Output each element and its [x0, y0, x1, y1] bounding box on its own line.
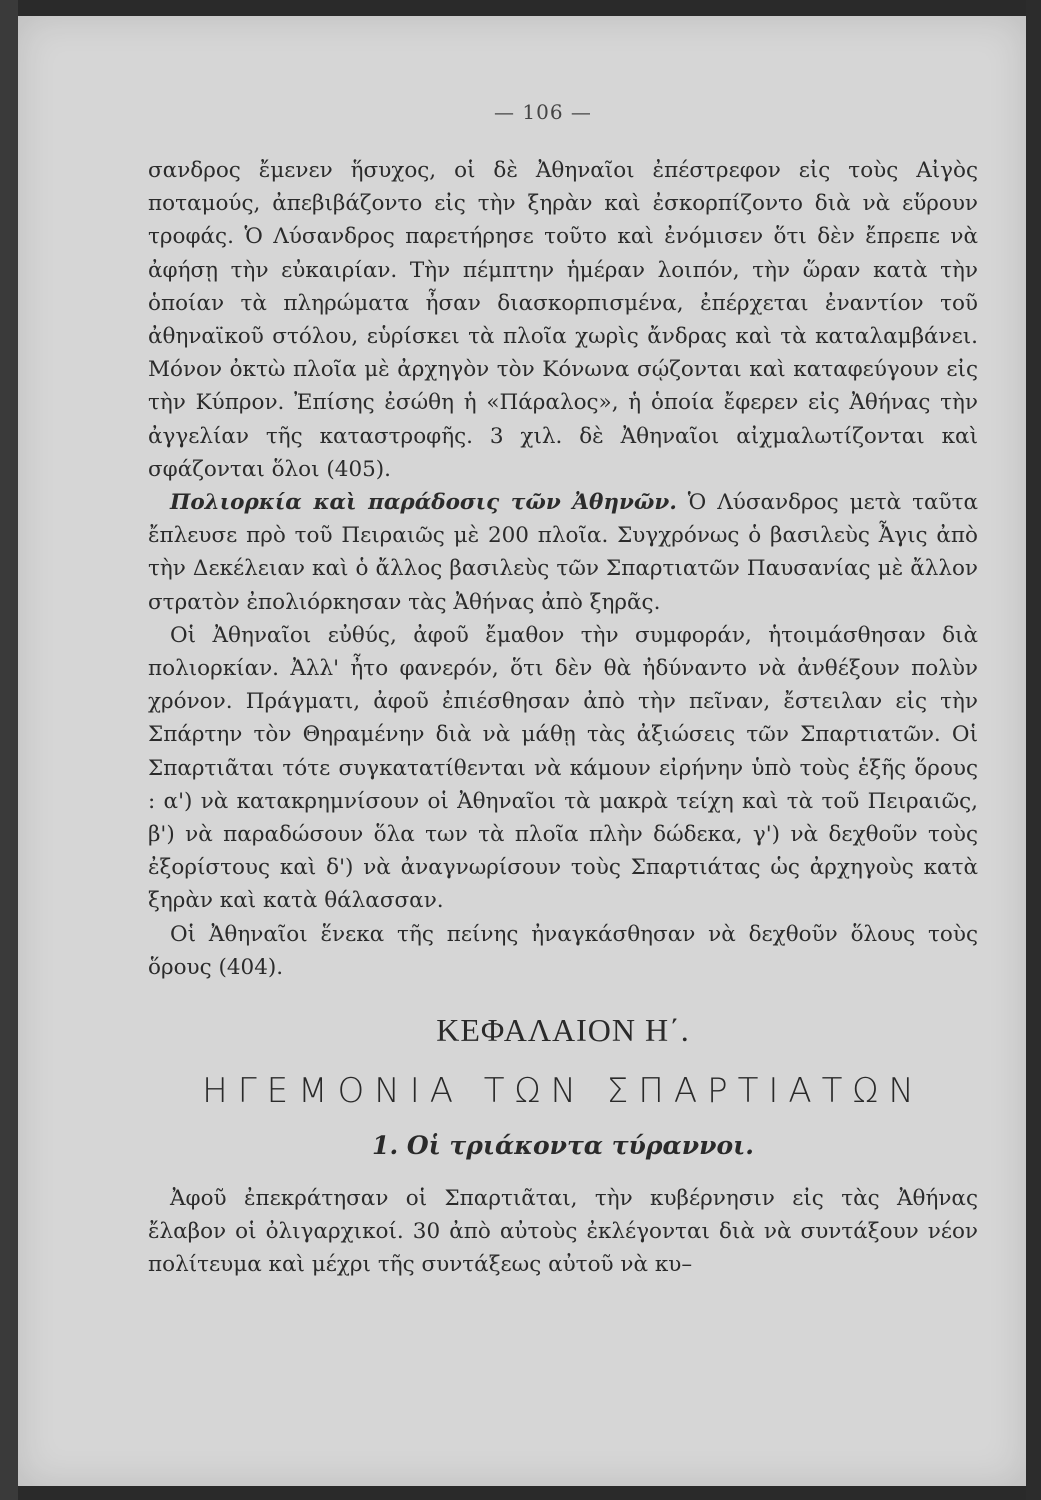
paragraph-5: Ἀφοῦ ἐπεκράτησαν οἱ Σπαρτιᾶται, τὴν κυβέρνησιν εἰς τὰς Ἀθήνας ἔλαβον οἱ ὀλιγαρχικοί. 30 ἀπὸ αὐτοὺς ἐκλέγονται διὰ νὰ συντάξουν νέον πολίτευμα καὶ μέχρι τῆς συντάξεως αὐτοῦ νὰ κυ–	[148, 1186, 978, 1278]
paragraph-3: Οἱ Ἀθηναῖοι εὐθύς, ἀφοῦ ἔμαθον τὴν συμφοράν, ἡτοιμάσθησαν διὰ πολιορκίαν. Ἀλλ' ἦτο φανερόν, ὅτι δὲν θὰ ἠδύναντο νὰ ἀνθέξουν πολὺν χρόνον. Πράγματι, ἀφοῦ ἐπιέσθησαν ἀπὸ τὴν πεῖναν, ἔστειλαν εἰς τὴν Σπάρτην τὸν Θηραμένην διὰ νὰ μάθῃ τὰς ἀξιώσεις τῶν Σπαρτιατῶν. Οἱ Σπαρτιᾶται τότε συγκατατίθενται νὰ κάμουν εἰρήνην ὑπὸ τοὺς ἑξῆς ὅρους : α') νὰ κατακρημνίσουν οἱ Ἀθηναῖοι τὰ μακρὰ τείχη καὶ τὰ τοῦ Πειραιῶς, β') νὰ παραδώσουν ὅλα των τὰ πλοῖα πλὴν δώδεκα, γ') νὰ δεχθοῦν τοὺς ἐξορίστους καὶ δ') νὰ ἀναγνωρίσουν τοὺς Σπαρτιάτας ὡς ἀρχηγοὺς κατὰ ξηρὰν καὶ κατὰ θάλασσαν.	[148, 622, 978, 914]
paragraph-1: σανδρος ἔμενεν ἥσυχος, οἱ δὲ Ἀθηναῖοι ἐπέστρεφον εἰς τοὺς Αἰγὸς ποταμούς, ἀπεβιβάζοντο εἰς τὴν ξηρὰν καὶ ἐσκορπίζοντο διὰ νὰ εὕρουν τροφάς. Ὁ Λύσανδρος παρετήρησε τοῦτο καὶ ἐνόμισεν ὅτι δὲν ἔπρεπε νὰ ἀφήσῃ τὴν εὐκαιρίαν. Τὴν πέμπτην ἡμέραν λοιπόν, τὴν ὥραν κατὰ τὴν ὁποίαν τὰ πληρώματα ἦσαν διασκορπισμένα, ἐπέρχεται ἐναντίον τοῦ ἀθηναϊκοῦ στόλου, εὑρίσκει τὰ πλοῖα χωρὶς ἄνδρας καὶ τὰ καταλαμβάνει. Μόνον ὀκτὼ πλοῖα μὲ ἀρχηγὸν τὸν Κόνωνα σῴζονται καὶ καταφεύγουν εἰς τὴν Κύπρον. Ἐπίσης ἐσώθη ἡ «Πάραλος», ἡ ὁποία ἔφερεν εἰς Ἀθήνας τὴν ἀγγελίαν τῆς καταστροφῆς. 3 χιλ. δὲ Ἀθηναῖοι αἰχμαλωτίζονται καὶ σφάζονται ὅλοι (405).	[148, 158, 978, 482]
paragraph-siege	[148, 486, 978, 619]
scan-right-edge	[1026, 0, 1041, 1500]
chapter-title: ΗΓΕΜΟΝΙΑ ΤΩΝ ΣΠΑΡΤΙΑΤΩΝ	[202, 1071, 924, 1112]
page-text	[148, 100, 978, 1282]
siege-text: Ὁ Λύσανδρος μετὰ ταῦτα ἔπλευσε πρὸ τοῦ Πειραιῶς μὲ 200 πλοῖα. Συγχρόνως ὁ βασιλεὺς Ἆγις ἀπὸ τὴν Δεκέλειαν καὶ ὁ ἄλλος βασιλεὺς τῶν Σπαρτιατῶν Παυσανίας μὲ ἄλλον στρατὸν ἐπολιόρκησαν τὰς Ἀθήνας ἀπὸ ξηρᾶς.	[148, 490, 978, 615]
section-title: 1. Οἱ τριάκοντα τύραννοι.	[372, 1131, 754, 1161]
subheading-siege: Πολιορκία καὶ παράδοσις τῶν Ἀθηνῶν.	[170, 490, 677, 516]
chapter-label: ΚΕΦΑΛΑΙΟΝ Η΄.	[436, 1012, 690, 1049]
paragraph-4: Οἱ Ἀθηναῖοι ἕνεκα τῆς πείνης ἠναγκάσθησαν νὰ δεχθοῦν ὅλους τοὺς ὅρους (404).	[148, 921, 978, 980]
page-number: — 106 —	[494, 100, 592, 124]
scan-left-edge	[0, 0, 18, 1500]
